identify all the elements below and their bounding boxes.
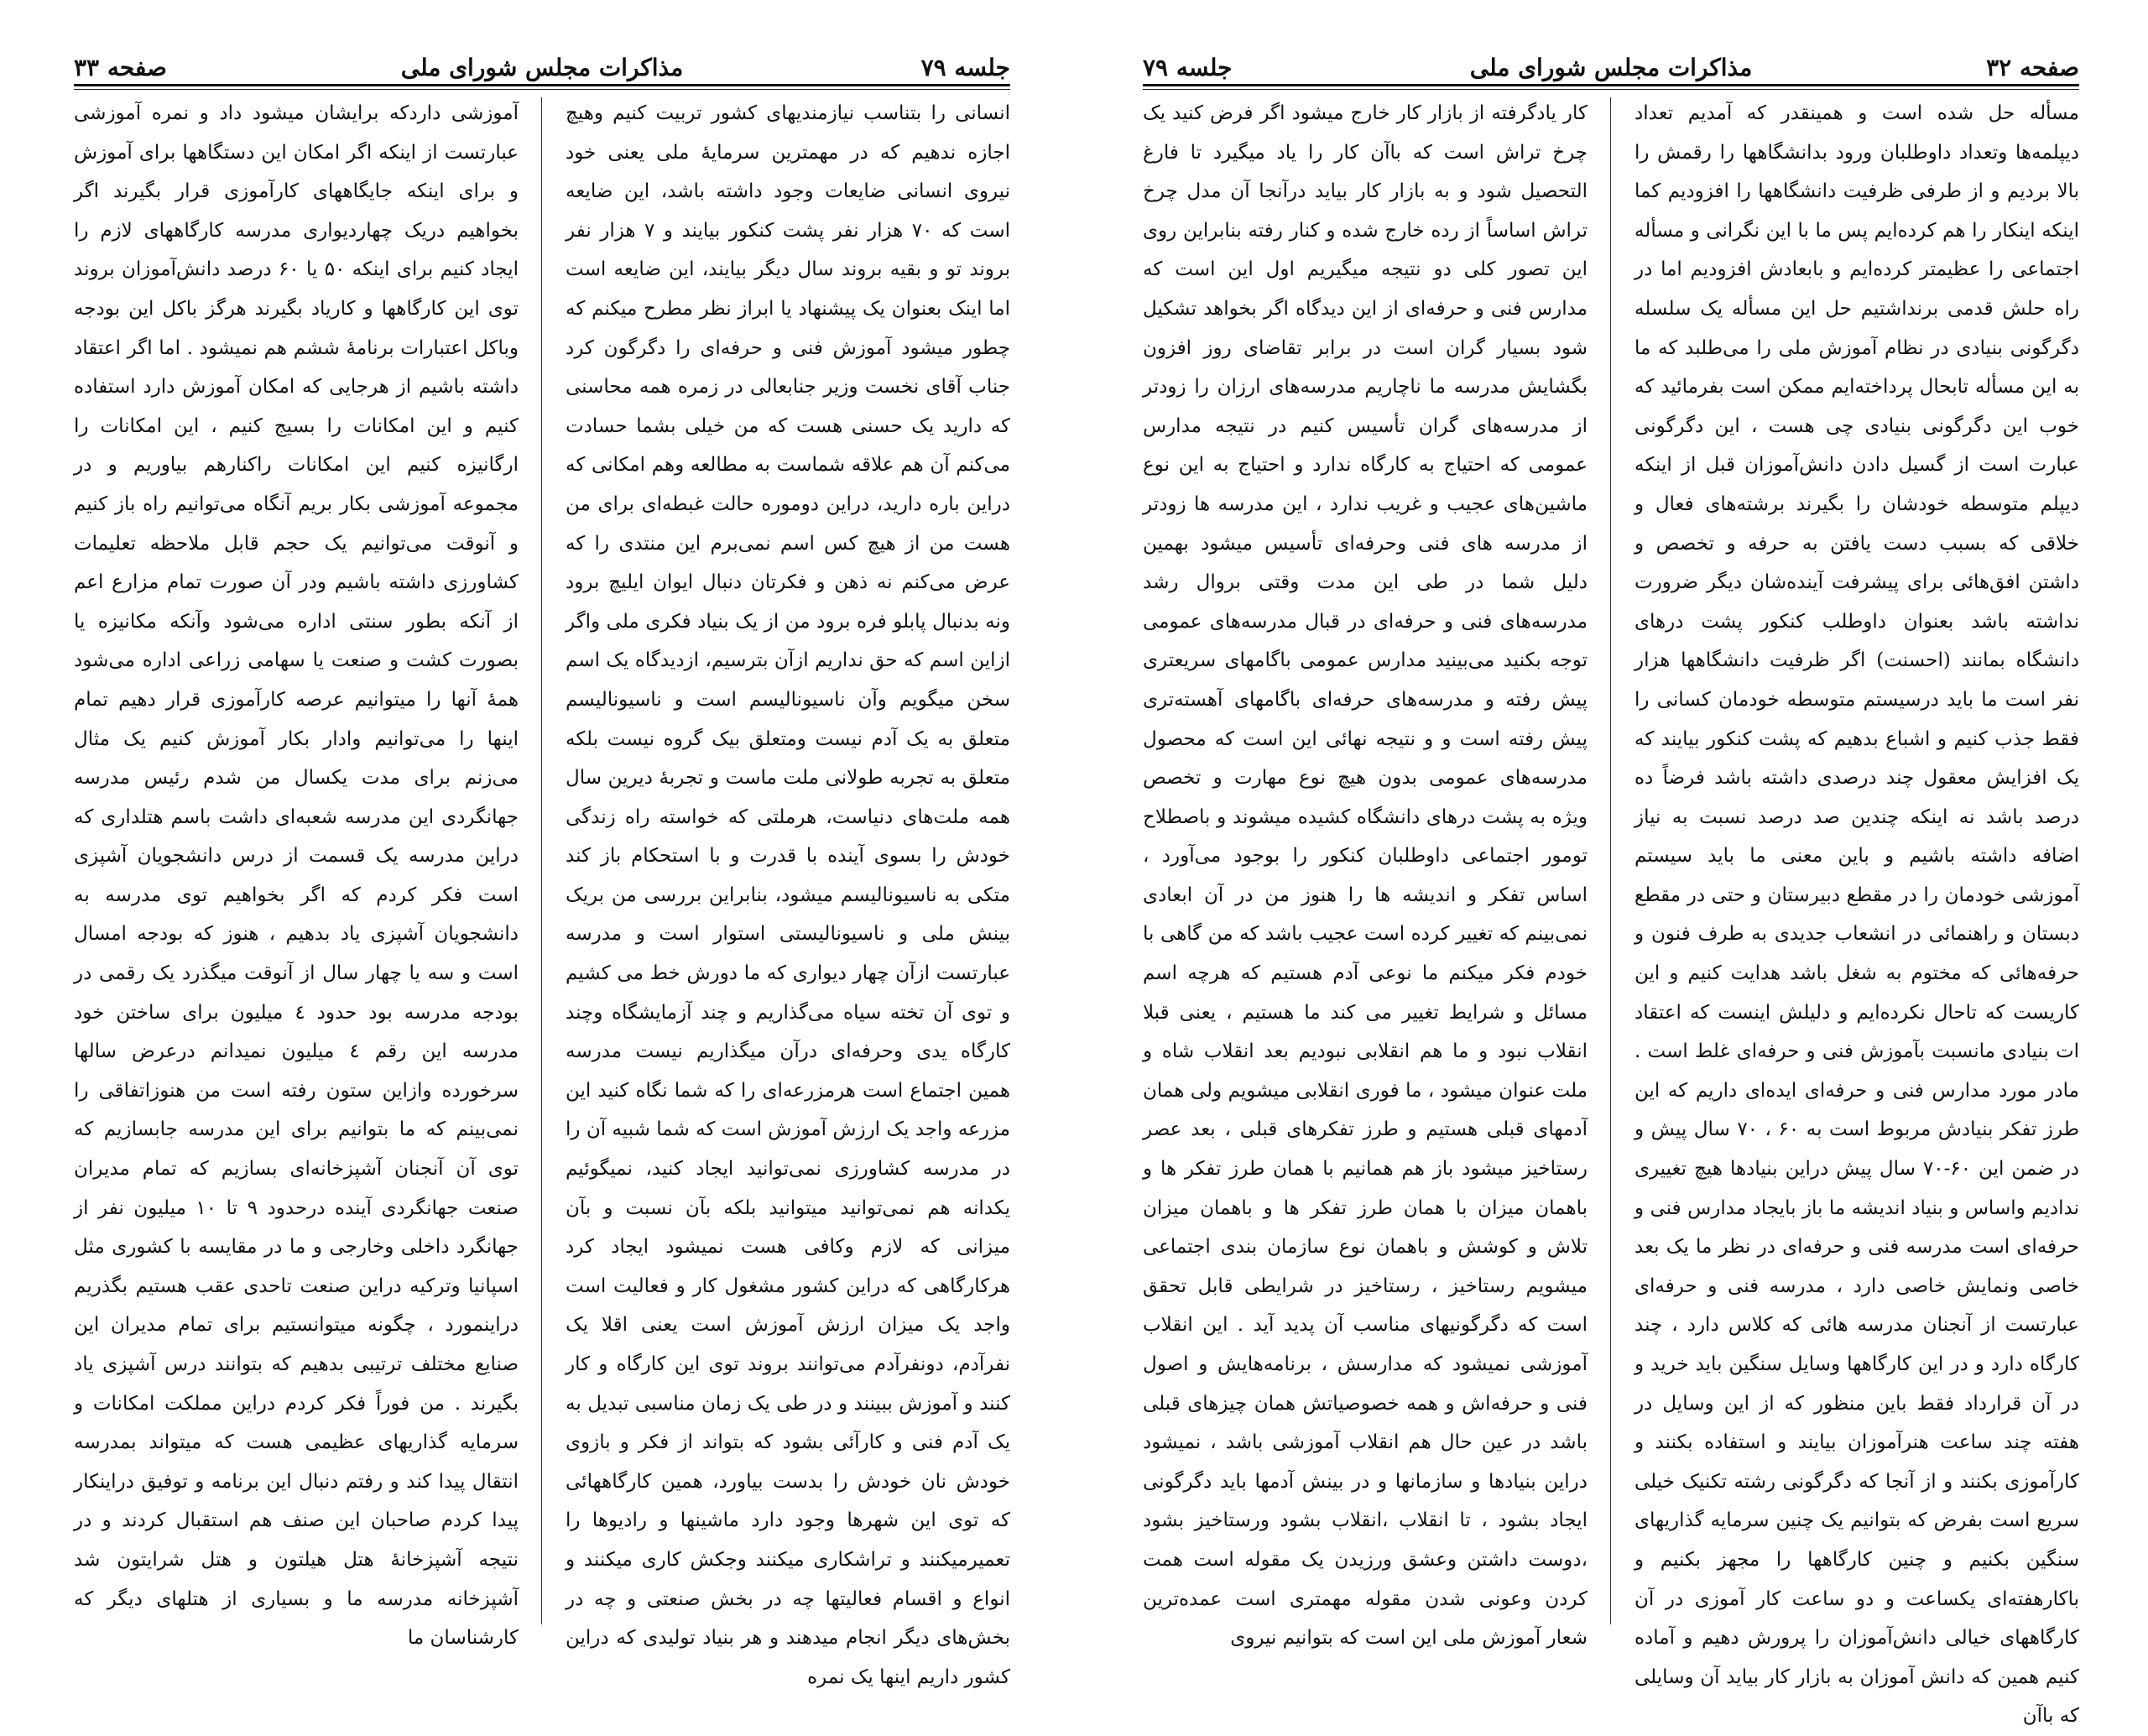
header-rule-thin [74, 89, 1010, 90]
column-divider [1610, 97, 1611, 1624]
running-title: مذاکرات مجلس شورای ملی [400, 54, 684, 81]
page-number: صفحه ۳۲ [1986, 54, 2079, 81]
running-title: مذاکرات مجلس شورای ملی [1469, 54, 1753, 81]
page-number: صفحه ۳۳ [74, 54, 167, 81]
text-column-left: آموزشی داردکه برایشان میشود داد و نمره آموزشی عبارتست از اینکه اگر امکان این دستگاهها برای آموزش و برای اینکه جایگاههای کارآموزی قرار بگیرند اگر بخواهیم دریک چهاردیواری مدرسه کارگاههای لازم را ایجاد کنیم برای اینکه ۵۰ یا ۶۰ درصد دانش‌آموزان بروند توی این کارگاهها و کاریاد بگیرند هرگز باکل این بودجه وباکل اعتبارات برنامهٔ ششم هم نمیشود . اما اگر اعتقاد داشته باشیم از هرجایی که امکان آموزش دارد استفاده کنیم و این امکانات را بسیج کنیم ، این امکانات را ارگانیزه کنیم این امکانات راکنارهم بیاوریم و در مجموعه آموزشی بکار بریم آنگاه می‌توانیم راه باز کنیم و آنوقت می‌توانیم یک حجم قابل ملاحظه تعلیمات کشاورزی داشته باشیم ودر آن صورت تمام مزارع اعم از آنکه بطور سنتی اداره می‌شود وآنکه مکانیزه یا بصورت کشت و صنعت یا سهامی زراعی اداره می‌شود همهٔ آنها را میتوانیم عرصه کارآموزی قرار دهیم تمام اینها را می‌توانیم وادار بکار آموزش کنیم یک مثال می‌زنم برای مدت یکسال من شدم رئیس مدرسه جهانگردی این مدرسه شعبه‌ای داشت باسم هتلداری که دراین مدرسه یک قسمت از درس دانشجویان آشپزی است فکر کردم که اگر بخواهیم توی مدرسه به دانشجویان آشپزی یاد بدهیم ، هنوز که بودجه امسال است و سه یا چهار سال از آنوقت میگذرد یک رقمی در بودجه مدرسه بود حدود ٤ میلیون برای ساختن خود مدرسه این رقم ٤ میلیون نمیدانم درعرض سالها سرخورده وازاین ستون رفته است من هنوزاتفاقی را نمی‌بینم که ما بتوانیم برای این مدرسه جابسازیم که توی آن آنجنان آشپزخانه‌ای بسازیم که تمام مدیران صنعت جهانگردی آینده درحدود ۹ تا ۱۰ میلیون نفر از جهانگرد داخلی وخارجی و ما در مقایسه با کشوری مثل اسپانیا وترکیه دراین صنعت تاحدی عقب هستیم بگذریم دراینمورد ، چگونه میتوانستیم برای تمام مدیران این صنایع مختلف ترتیبی بدهیم که بتوانند درس آشپزی یاد بگیرند . من فوراً فکر کردم دراین مملکت امکانات و سرمایه گذاریهای عظیمی هست که میتواند بمدرسه انتقال پیدا کند و رفتم دنبال این برنامه و توفیق دراینکار پیدا کردم صاحبان این صنف هم استقبال کردند و در نتیجه آشپزخانهٔ هتل هیلتون و هتل شرایتون شد آشپزخانه مدرسه ما و بسیاری از هتلهای دیگر که کارشناسان ما [74, 102, 519, 1650]
header-rule [74, 84, 1010, 86]
left-page-header [74, 50, 1010, 86]
right-page [1143, 0, 2080, 1728]
session-number: جلسه ۷۹ [1143, 54, 1233, 81]
column-divider [541, 97, 542, 1624]
header-rule-thin [1143, 89, 2079, 90]
right-page-header [1143, 50, 2079, 86]
text-column-right: مسأله حل شده است و همینقدر که آمدیم تعداد دیپلمه‌ها وتعداد داوطلبان ورود بدانشگاهها را رقمش را بالا بردیم و از طرفی ظرفیت دانشگاهها را افزودیم کما اینکه اینکار را هم کرده‌ایم پس ما با این نگرانی و مسأله اجتماعی را عظیمتر کرده‌ایم و بابعادش افزودیم اما در راه حلش قدمی برنداشتیم حل این مسأله یک سلسله دگرگونی بنیادی در نظام آموزش ملی را می‌طلبد که ما به این مسأله تابحال پرداخته‌ایم ممکن است بفرمائید که خوب این دگرگونی بنیادی چی هست ، این دگرگونی عبارت است از گسیل دادن دانش‌آموزان قبل از اینکه دیپلم متوسطه خودشان را بگیرند برشته‌های فعال و خلاقی که بسبب دست یافتن به حرفه و تخصص و داشتن افق‌هائی برای پیشرفت آینده‌شان دیگر ضرورت نداشته باشد بعنوان داوطلب کنکور پشت درهای دانشگاه بمانند (احسنت) اگر ظرفیت دانشگاهها هزار نفر است ما باید درسیستم متوسطه خودمان کسانی را فقط جذب کنیم و اشباع بدهیم که پشت کنکور بیایند که یک افزایش معقول چند درصدی داشته باشد فرضاً ده درصد باشد نه اینکه چندین صد درصد نسبت به نیاز اضافه داشته باشیم و باین معنی ما باید سیستم آموزشی خودمان را در مقطع دبیرستان و حتی در مقطع دبستان و راهنمائی در انشعاب جدیدی به طرف فنون و حرفه‌هائی که مختوم به شغل باشد هدایت کنیم و این کاریست که تاحال نکرده‌ایم و دلیلش اینست که اعتقاد ات بنیادی مانسبت بآموزش فنی و حرفه‌ای غلط است . مادر مورد مدارس فنی و حرفه‌ای ایده‌ای داریم که این طرز تفکر بنیادش مربوط است به ۶۰ ، ۷۰ سال پیش و در ضمن این ۶۰-۷۰ سال پیش دراین بنیادها هیچ تغییری ندادیم واساس و بنیاد اندیشه ما باز بایجاد مدارس فنی و حرفه‌ای است مدرسه فنی و حرفه‌ای در نظر ما یک بعد خاصی ونمایش خاصی دارد ، مدرسه فنی و حرفه‌ای عبارتست از آنجنان مدرسه هائی که کلاس دارد ، چند کارگاه دارد و در این کارگاهها وسایل سنگین باید خرید و در آن قرارداد فقط باین منظور که از این وسایل در هفته چند ساعت هنرآموزان بیایند و استفاده بکنند و کارآموزی بکنند و از آنجا که دگرگونی رشته تکنیک خیلی سریع است بفرض که بتوانیم یک چنین سرمایه گذاریهای سنگین بکنیم و چنین کارگاهها را مجهز بکنیم و باکارهفته‌ای یکساعت و دو ساعت کار آموزی در آن کارگاههای خیالی دانش‌آموزان را پرورش دهیم و آماده کنیم همین که دانش آموزان به بازار کار بیاید آن وسایلی که باآن [1634, 102, 2080, 1728]
session-number: جلسه ۷۹ [920, 54, 1010, 81]
text-column-right: انسانی را بتناسب نیازمندیهای کشور تربیت کنیم وهیچ اجازه ندهیم که در مهمترین سرمایهٔ ملی یعنی خود نیروی انسانی ضایعات وجود داشته باشد، این ضایعه است که ۷۰ هزار نفر پشت کنکور بیایند و ۷ هزار نفر بروند تو و بقیه بروند سال دیگر بیایند، این ضایعه است اما اینک بعنوان یک پیشنهاد یا ابراز نظر مطرح میکنم که چطور میشود آموزش فنی و حرفه‌ای را دگرگون کرد جناب آقای نخست وزیر جنابعالی در زمره همه محاسنی که دارید یک حسنی هست که من خیلی بشما حسادت می‌کنم آن هم علاقه شماست به مطالعه وهم امکانی که دراین باره دارید، دراین دوموره حالت غبطه‌ای برای من هست من از هیچ کس اسم نمی‌برم این منتدی را که عرض می‌کنم نه ذهن و فکرتان دنبال ایوان ایلیچ برود ونه بدنبال پابلو فره برود من از یک بنیاد فکری ملی واگر ازاین اسم که حق نداریم ازآن بترسیم، ازدیدگاه یک اسم سخن میگویم وآن ناسیونالیسم است و ناسیونالیسم متعلق به یک آدم نیست ومتعلق بیک گروه نیست بلکه متعلق به تجربه طولانی ملت ماست و تجربهٔ دیرین سال همه ملت‌های دنیاست، هرملتی که خواسته راه زندگی خودش را بسوی آینده با قدرت و با استحکام باز کند متکی به ناسیونالیسم میشود، بنابراین بررسی من بریک بینش ملی و ناسیونالیستی استوار است و مدرسه عبارتست ازآن چهار دیواری که ما دورش خط می کشیم و توی آن تخته سیاه می‌گذاریم و چند آزمایشگاه وچند کارگاه یدی وحرفه‌ای درآن میگذاریم نیست مدرسه همین اجتماع است هرمزرعه‌ای را که شما نگاه کنید این مزرعه واجد یک ارزش آموزش است که شما شبیه آن را در مدرسه کشاورزی نمی‌توانید ایجاد کنید، نمیگوئیم یکدانه هم نمی‌توانید میتوانید بلکه بآن نسبت و بآن میزانی که لازم وکافی هست نمیشود ایجاد کرد هرکارگاهی که دراین کشور مشغول کار و فعالیت است واجد یک میزان ارزش آموزش است یعنی اقلا یک نفرآدم، دونفرآدم می‌توانند بروند توی این کارگاه و کار کنند و آموزش ببینند و در طی یک زمان مناسبی تبدیل به یک آدم فنی و کارآئی بشود که بتواند از فکر و بازوی خودش نان خودش را بدست بیاورد، همین کارگاههائی که توی این شهرها وجود دارد ماشینها و رادیوها را تعمیرمیکنند و تراشکاری میکنند وجکش کاری میکنند و انواع و اقسام فعالیتها چه در بخش صنعتی و چه در بخش‌های دیگر انجام میدهند و هر بنیاد تولیدی که دراین کشور داریم اینها یک نمره [566, 102, 1010, 1688]
text-column-left: کار یادگرفته از بازار کار خارج میشود اگر فرض کنید یک چرخ تراش است که باآن کار را یاد میگیرد تا فارغ التحصیل شود و به بازار کار بیاید درآنجا آن مدل چرخ تراش اساساً از رده خارج شده و کنار رفته بنابراین روی این تصور کلی دو نتیجه میگیریم اول این است که مدارس فنی و حرفه‌ای از این دیدگاه اگر بخواهد تشکیل شود بسیار گران است در برابر تقاضای روز افزون بگشایش مدرسه ما ناچاریم مدرسه‌های ارزان را زودتر از مدرسه‌های گران تأسیس کنیم در نتیجه مدارس عمومی که احتیاج به کارگاه ندارد و احتیاج به این نوع ماشین‌های عجیب و غریب ندارد ، این مدرسه ها زودتر از مدرسه های فنی وحرفه‌ای تأسیس میشود بهمین دلیل شما در طی این مدت وقتی بروال رشد مدرسه‌های فنی و حرفه‌ای در قبال مدرسه‌های عمومی توجه بکنید می‌بینید مدارس عمومی باگامهای سریعتری پیش رفته و مدرسه‌های حرفه‌ای باگامهای آهسته‌تری پیش رفته است و و نتیجه نهائی این است که محصول مدرسه‌های عمومی بدون هیچ نوع مهارت و تخصص ویژه به پشت درهای دانشگاه کشیده میشوند و باصطلاح تومور اجتماعی داوطلبان کنکور را بوجود می‌آورد ، اساس تفکر و اندیشه ها را هنوز من در آن ابعادی نمی‌بینم که تغییر کرده است عجیب باشد که من گاهی با خودم فکر میکنم ما نوعی آدم هستیم که هرچه اسم مسائل و شرایط تغییر می کند ما هستیم ، یعنی قبلا انقلاب نبود و ما هم انقلابی نبودیم بعد انقلاب شاه و ملت عنوان میشود ، ما فوری انقلابی میشویم ولی همان آدمهای قبلی هستیم و طرز تفکرهای قبلی ، بعد عصر رستاخیز میشود باز هم همانیم با همان طرز تفکر ها و باهمان میزان با همان طرز تفکر ها و باهمان میزان تلاش و کوشش و باهمان نوع سازمان بندی اجتماعی میشویم رستاخیز ، رستاخیز در شرایطی قابل تحقق است که دگرگونیهای مناسب آن پدید آید . این انقلاب آموزشی نمیشود که مدارسش ، برنامه‌هایش و اصول فنی و حرفه‌اش و همه خصوصیاتش همان چیزهای قبلی باشد در عین حال هم انقلاب آموزشی باشد ، نمیشود دراین بنیادها و سازمانها و در بینش آدمها باید دگرگونی ایجاد بشود ، تا انقلاب ،انقلاب بشود ورستاخیز بشود ،دوست داشتن وعشق ورزیدن یک مقوله است همت کردن وعونی شدن مقوله مهمتری است عمده‌ترین شعار آموزش ملی این است که بتوانیم نیروی [1143, 102, 1588, 1650]
header-rule [1143, 84, 2079, 86]
left-page [74, 0, 1010, 1688]
